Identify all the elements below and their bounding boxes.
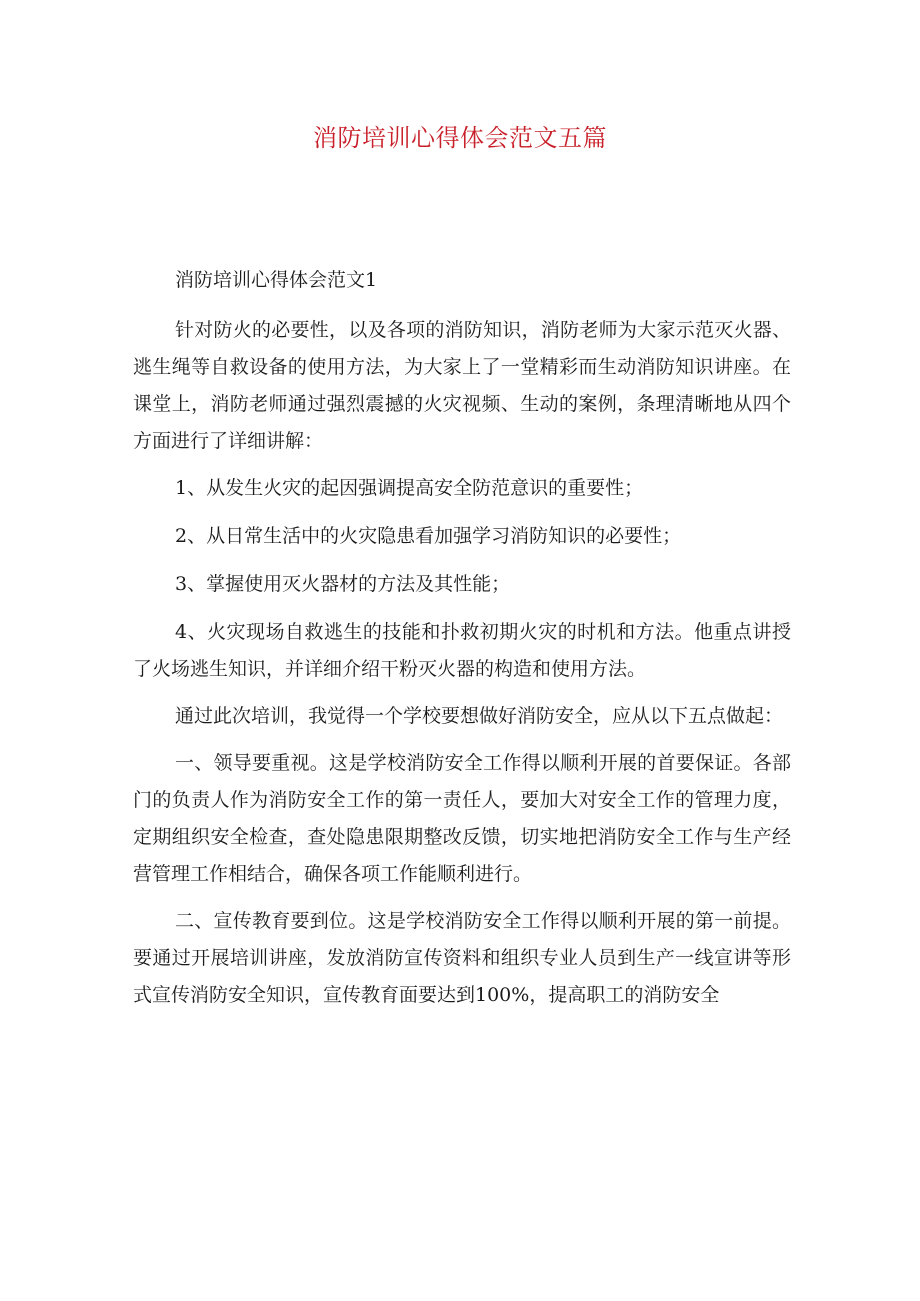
paragraph-five-points: 通过此次培训，我觉得一个学校要想做好消防安全，应从以下五点做起： [175, 705, 784, 727]
point-leadership: 一、领导要重视。这是学校消防安全工作得以顺利开展的首要保证。各部门的负责人作为消防安全工作的第一责任人，要加大对安全工作的管理力度，定期组织安全检查，查处隐患限期整改反馈，切实地把消防安全工作与生产经营管理工作相结合，确保各项工作能顺利进行。 [133, 752, 791, 885]
list-item-3: 3、掌握使用灭火器材的方法及其性能； [175, 573, 511, 595]
document-body [133, 262, 791, 1024]
list-item-2: 2、从日常生活中的火灾隐患看加强学习消防知识的必要性； [175, 525, 682, 547]
document-title: 消防培训心得体会范文五篇 [313, 124, 607, 152]
list-item-4: 4、火灾现场自救逃生的技能和扑救初期火灾的时机和方法。他重点讲授了火场逃生知识，并详细介绍干粉灭火器的构造和使用方法。 [133, 621, 791, 680]
section-heading: 消防培训心得体会范文1 [175, 269, 378, 291]
paragraph-intro: 针对防火的必要性，以及各项的消防知识，消防老师为大家示范灭火器、逃生绳等自救设备的使用方法，为大家上了一堂精彩而生动消防知识讲座。在课堂上，消防老师通过强烈震撼的火灾视频、生动的案例，条理清晰地从四个方面进行了详细讲解： [133, 319, 791, 452]
list-item-1: 1、从发生火灾的起因强调提高安全防范意识的重要性； [175, 477, 644, 499]
point-education: 二、宣传教育要到位。这是学校消防安全工作得以顺利开展的第一前提。要通过开展培训讲座，发放消防宣传资料和组织专业人员到生产一线宣讲等形式宣传消防安全知识，宣传教育面要达到100%，提高职工的消防安全 [133, 910, 791, 1006]
